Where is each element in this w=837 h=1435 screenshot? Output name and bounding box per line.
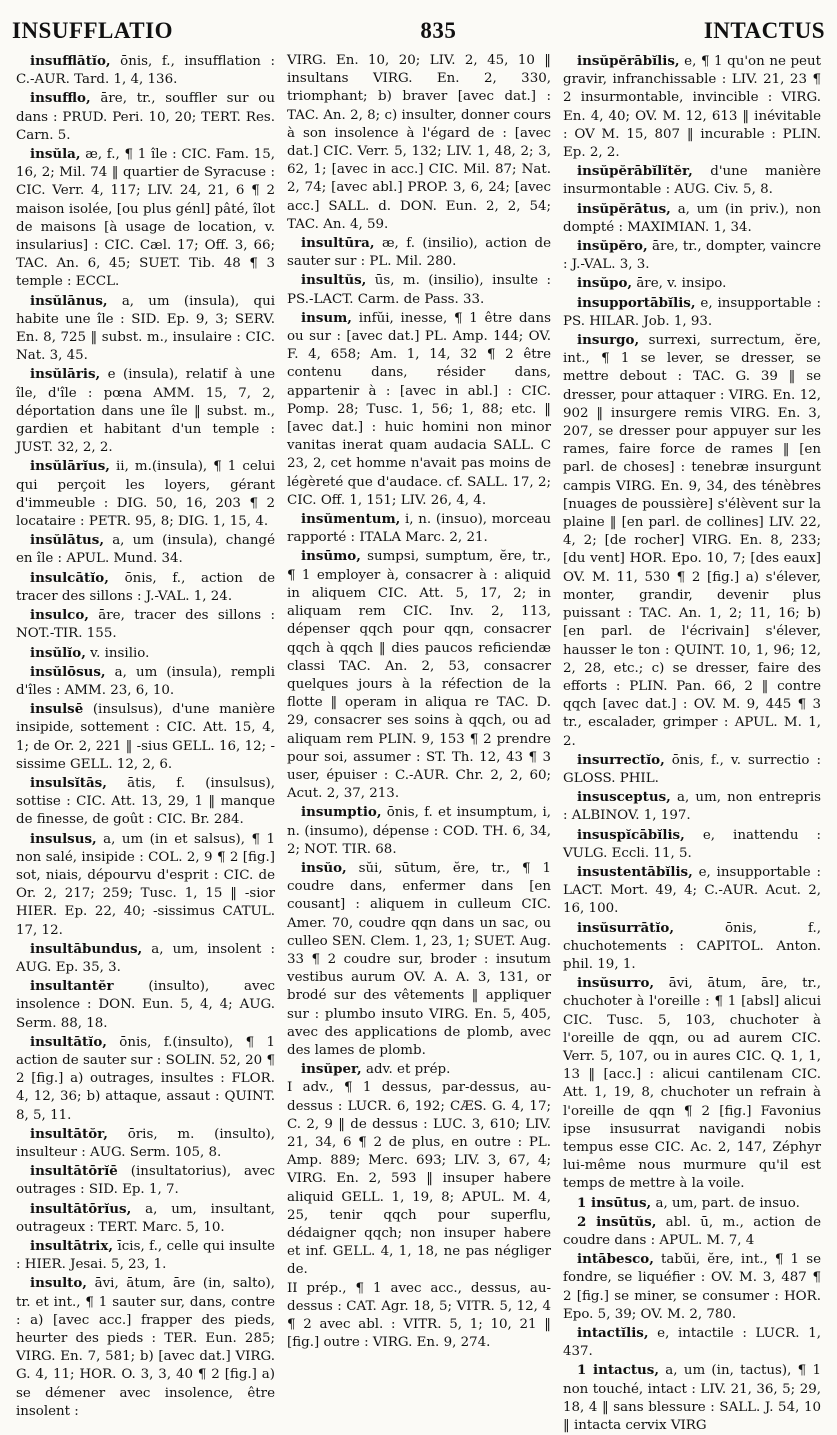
dictionary-entry xyxy=(16,52,275,89)
dictionary-entry xyxy=(563,331,821,751)
left-running-head: INSUFFLATIO xyxy=(12,18,173,43)
headword: insŭla, xyxy=(30,146,81,163)
headword: 1 insūtus, xyxy=(577,1194,652,1211)
dictionary-entry xyxy=(287,859,551,1060)
headword: insŭlārĭus, xyxy=(30,458,110,475)
definition-text: a, um (insula), rempli d'îles : AMM. 23, 6, 10. xyxy=(16,664,275,698)
definition-text: e, intactile : LUCR. 1, 437. xyxy=(563,1326,821,1360)
definition-text: tabŭi, ĕre, int., ¶ 1 se fondre, se liquéfier : OV. M. 3, 487 ¶ 2 [fig.] se miner, se consumer : HOR. Epo. 5, 39; OV. M. 2, 780. xyxy=(563,1252,821,1322)
headword: insulto, xyxy=(30,1275,87,1292)
headword: intactĭlis, xyxy=(577,1325,649,1342)
dictionary-entry xyxy=(16,457,275,531)
definition-text: ōnis, f. et insumptum, i, n. (insumo), dépense : COD. TH. 6, 34, 2; NOT. TIR. 68. xyxy=(287,805,551,857)
definition-text: v. insilio. xyxy=(90,645,150,661)
definition-text: āre, tracer des sillons : NOT.-TIR. 155. xyxy=(16,608,275,642)
dictionary-entry xyxy=(16,569,275,606)
headword: insŭlōsus, xyxy=(30,663,106,680)
headword: insulsus, xyxy=(30,830,97,847)
headword: insultātrix, xyxy=(30,1238,114,1254)
definition-text: a, um, part. de insuo. xyxy=(655,1195,800,1211)
definition-text: I adv., ¶ 1 dessus, par-dessus, au-dessus : LUCR. 6, 192; CÆS. G. 4, 17; C. 2, 9 ‖ de dessus : LUC. 3, 610; LIV. 21, 34, 6 ¶ 2 de plus, en outre : PL. Amp. 889; Merc. 693; LIV. 3, 67, 4; VIRG. En. 2, 593 ‖ insuper habere aliquid GELL. 1, 19, 8; APUL. M. 4, 25, tenir qqch pour superflu, dédaigner qqch; non insuper habere et inf. GELL. 4, 1, 18, ne pas négliger de. xyxy=(287,1080,551,1278)
dictionary-entry xyxy=(287,803,551,859)
definition-text: (insulto), avec insolence : DON. Eun. 5, 4, 4; AUG. Serm. 88, 18. xyxy=(16,979,275,1031)
definition-text: i, n. (insuo), morceau rapporté : ITALA Marc. 2, 21. xyxy=(287,512,551,546)
dictionary-entry xyxy=(287,547,551,803)
headword: insufflo, xyxy=(30,90,91,107)
definition-text: āre, tr., dompter, vaincre : J.-VAL. 3, 3. xyxy=(563,239,821,273)
dictionary-entry xyxy=(563,788,821,825)
definition-text: a, um (in et salsus), ¶ 1 non salé, insipide : COL. 2, 9 ¶ 2 [fig.] sot, niais, dépourvu d'esprit : CIC. de Or. 2, 217; 259; Tusc. 1, 15 ‖ -sior HIER. Ep. 22, 40; -sissimus CATUL. 17, 12. xyxy=(16,831,275,938)
headword: insŭpo, xyxy=(577,275,633,292)
dictionary-entry xyxy=(16,89,275,145)
definition-text: e (insula), relatif à une île, d'île : pœna AMM. 15, 7, 2, déportation dans une île ‖ subst. m., gardien et habitant d'un temple : JUST. 32, 2, 2. xyxy=(16,367,275,456)
dictionary-entry xyxy=(563,919,821,975)
definition-text: a, um, non entrepris : ALBINOV. 1, 197. xyxy=(563,790,821,824)
page-header xyxy=(12,14,825,48)
headword: intābesco, xyxy=(577,1251,654,1268)
definition-text: (insultatorius), avec outrages : SID. Ep. 1, 7. xyxy=(16,1164,275,1198)
headword: insŭpĕrābĭlĭtĕr, xyxy=(577,163,693,180)
dictionary-entry xyxy=(563,52,821,162)
definition-text: ōnis, f., action de tracer des sillons : J.-VAL. 1, 24. xyxy=(16,570,275,604)
headword: insulcātĭo, xyxy=(30,569,109,586)
dictionary-entry xyxy=(287,234,551,271)
headword: insultūra, xyxy=(301,235,375,252)
dictionary-entry xyxy=(16,1200,275,1237)
definition-text: æ, f., ¶ 1 île : CIC. Fam. 15, 16, 2; Mil. 74 ‖ quartier de Syracuse : CIC. Verr. 4, 117; LIV. 24, 21, 6 ¶ 2 maison isolée, [ou plus génl] pâté, îlot de maisons [à usage de location, v. insularius] : CIC. Cæl. 17; Off. 3, 66; TAC. An. 6, 45; SUET. Tib. 48 ¶ 3 temple : ECCL. xyxy=(16,147,275,290)
definition-text: sŭi, sūtum, ĕre, tr., ¶ 1 coudre dans, enfermer dans [en cousant] : aliquem in culleum CIC. Amer. 70, coudre qqn dans un sac, ou culleo SEN. Clem. 1, 23, 1; SUET. Aug. 33 ¶ 2 coudre sur, broder : insutum vestibus aurum OV. A. A. 3, 131, or brodé sur des vêtements ‖ appliquer sur : plumbo insuto VIRG. En. 5, 405, avec des applications de plomb, avec des lames de plomb. xyxy=(287,860,551,1058)
column-left xyxy=(10,52,281,1435)
definition-text: āvi, ātum, āre (in, salto), tr. et int., ¶ 1 sauter sur, dans, contre : a) [avec acc.] frapper des pieds, heurter des pieds : TER. Eun. 285; VIRG. En. 7, 581; b) [avec dat.] VIRG. G. 4, 11; HOR. O. 3, 3, 40 ¶ 2 [fig.] a) se démener avec insolence, être insolent : xyxy=(16,1276,275,1419)
definition-text: æ, f. (insilio), action de sauter sur : PL. Mil. 280. xyxy=(287,236,552,270)
headword: insultātŏr, xyxy=(30,1125,108,1142)
definition-text: a, um, insultant, outrageux : TERT. Marc. 5, 10. xyxy=(16,1201,275,1235)
definition-text: e, ¶ 1 qu'on ne peut gravir, infranchissable : LIV. 21, 23 ¶ 2 insurmontable, invincible : VIRG. En. 4, 40; OV. M. 12, 613 ‖ inévitable : OV M. 15, 807 ‖ incurable : PLIN. Ep. 2, 2. xyxy=(563,54,821,161)
headword: insupportābĭlis, xyxy=(577,294,696,311)
dictionary-entry xyxy=(16,774,275,830)
dictionary-entry xyxy=(563,863,821,919)
dictionary-entry xyxy=(16,365,275,457)
definition-text: āre, tr., souffler sur ou dans : PRUD. Peri. 10, 20; TERT. Res. Carn. 5. xyxy=(16,91,275,143)
headword: insultātōrĭus, xyxy=(30,1200,132,1217)
dictionary-entry xyxy=(563,200,821,237)
dictionary-entry xyxy=(16,145,275,292)
headword: insultŭs, xyxy=(301,272,367,289)
dictionary-entry xyxy=(16,977,275,1033)
dictionary-entry xyxy=(16,531,275,568)
dictionary-entry xyxy=(287,510,551,547)
definition-text: II prép., ¶ 1 avec acc., dessus, au-dessus : CAT. Agr. 18, 5; VITR. 5, 12, 4 ¶ 2 avec abl. : VITR. 5, 1; 10, 21 ‖ [fig.] outre : VIRG. En. 9, 274. xyxy=(287,1280,551,1351)
dictionary-entry xyxy=(563,274,821,293)
definition-text: ōnis, f., insufflation : C.-AUR. Tard. 1, 4, 136. xyxy=(16,54,275,88)
headword: insŭlāris, xyxy=(30,366,101,383)
column-right xyxy=(557,52,827,1435)
headword: insultātĭo, xyxy=(30,1033,107,1050)
definition-text: e, insupportable : LACT. Mort. 49, 4; C.-AUR. Acut. 2, 16, 100. xyxy=(563,864,821,917)
dictionary-entry xyxy=(16,292,275,366)
headword: insŭper, xyxy=(301,1061,362,1078)
definition-text: a, um (insula), changé en île : APUL. Mund. 34. xyxy=(16,533,275,567)
definition-text: ii, m.(insula), ¶ 1 celui qui perçoit les loyers, gérant d'immeuble : DIG. 50, 16, 203 ¶ 2 locataire : PETR. 95, 8; DIG. 1, 15, 4. xyxy=(16,459,275,530)
dictionary-entry xyxy=(16,700,275,774)
headword: insŭlĭo, xyxy=(30,644,86,661)
dictionary-entry xyxy=(16,830,275,940)
dictionary-entry xyxy=(16,1237,275,1274)
headword: insūmo, xyxy=(301,548,361,565)
dictionary-entry xyxy=(287,271,551,308)
definition-text: ātis, f. (insulsus), sottise : CIC. Att. 13, 29, 1 ‖ manque de finesse, de goût : CIC. Br. 284. xyxy=(16,775,275,828)
definition-text: īcis, f., celle qui insulte : HIER. Jesai. 5, 23, 1. xyxy=(16,1239,275,1273)
page-number: 835 xyxy=(420,18,457,43)
dictionary-entry xyxy=(287,1060,551,1079)
dictionary-entry xyxy=(16,1033,275,1125)
headword: insulsĭtās, xyxy=(30,774,107,791)
dictionary-entry xyxy=(563,294,821,331)
definition-text: a, um (in priv.), non dompté : MAXIMIAN. 1, 34. xyxy=(563,201,821,235)
definition-text: VIRG. En. 10, 20; LIV. 2, 45, 10 ‖ insultans VIRG. En. 2, 330, triomphant; b) braver [avec dat.] : TAC. An. 2, 8; c) insulter, donner cours à son insolence à l'égard de : [avec dat.] CIC. Verr. 5, 132; LIV. 1, 48, 2; 3, 62, 1; [avec in acc.] CIC. Mil. 87; Nat. 2, 74; [avec abl.] PROP. 3, 6, 24; [avec acc.] SALL. d. DON. Eun. 2, 2, 54; TAC. An. 4, 59. xyxy=(287,53,551,232)
definition-text: (insulsus), d'une manière insipide, sottement : CIC. Att. 15, 4, 1; de Or. 2, 221 ‖ -sius GELL. 16, 12; -sissime GELL. 12, 2, 6. xyxy=(16,702,275,772)
headword: insulsē xyxy=(30,701,84,718)
dictionary-entry xyxy=(287,52,551,234)
headword: insuspĭcābĭlis, xyxy=(577,826,685,843)
dictionary-entry xyxy=(563,751,821,788)
dictionary-entry xyxy=(16,644,275,663)
dictionary-entry xyxy=(16,1162,275,1199)
dictionary-entry xyxy=(563,1361,821,1435)
headword: insŭpĕro, xyxy=(577,238,648,255)
headword: 1 intactus, xyxy=(577,1362,659,1379)
headword: insurrectĭo, xyxy=(577,751,665,768)
definition-text: a, um, insolent : AUG. Ep. 35, 3. xyxy=(16,941,275,975)
definition-text: e, insupportable : PS. HILAR. Job. 1, 93. xyxy=(563,295,821,329)
dictionary-entry xyxy=(16,606,275,643)
dictionary-entry xyxy=(563,1194,821,1213)
definition-text: ōnis, f., chuchotements : CAPITOL. Anton. phil. 19, 1. xyxy=(563,920,821,972)
text-columns xyxy=(10,52,827,1434)
definition-text: ōnis, f., v. surrectio : GLOSS. PHIL. xyxy=(563,752,821,786)
definition-text: ōnis, f.(insulto), ¶ 1 action de sauter sur : SOLIN. 52, 20 ¶ 2 [fig.] a) outrages, insultes : FLOR. 4, 12, 36; b) attaque, assaut : QUINT. 8, 5, 11. xyxy=(16,1034,275,1123)
dictionary-entry xyxy=(563,1324,821,1361)
dictionary-entry xyxy=(563,162,821,199)
definition-text: d'une manière insurmontable : AUG. Civ. 5, 8. xyxy=(563,164,821,198)
definition-text: āre, v. insipo. xyxy=(636,276,727,292)
headword: insustentābĭlis, xyxy=(577,863,693,880)
headword: insumptio, xyxy=(301,804,382,821)
right-running-head: INTACTUS xyxy=(703,18,825,43)
definition-text: surrexi, surrectum, ĕre, int., ¶ 1 se lever, se dresser, se mettre debout : TAC. G. 39 ‖ se dresser, pour attaquer : VIRG. En. 12, 902 ‖ insurgere remis VIRG. En. 3, 207, se dresser pour appuyer sur les rames, faire force de rames ‖ [en parl. de choses] : tenebræ insurgunt campis VIRG. En. 9, 34, des ténèbres [nuages de poussière] s'élèvent sur la plaine ‖ [en parl. de collines] LIV. 22, 4, 2; [de rocher] VIRG. En. 8, 233; [du vent] HOR. Epo. 10, 7; [des eaux] OV. M. 11, 530 ¶ 2 [fig.] a) s'élever, monter, grandir, devenir plus puissant : TAC. An. 1, 2; 11, 16; b) [en parl. de l'écrivain] s'élever, hausser le ton : QUINT. 10, 1, 96; 12, 2, 28, etc.; c) se dresser, faire des efforts : PLIN. Pan. 66, 2 ‖ contre qqch [avec dat.] : OV. M. 9, 445 ¶ 3 tr., escalader, grimper : APUL. M. 1, 2. xyxy=(563,333,821,749)
definition-text: sumpsi, sumptum, ĕre, tr., ¶ 1 employer à, consacrer à : aliquid in aliquem CIC. Att. 5, 17, 2; in aliquam rem CIC. Inv. 2, 113, dépenser qqch pour qqn, consacrer qqch à qqch ‖ dies paucos reficiendæ classi TAC. An. 2, 53, consacrer quelques jours à la réfection de la flotte ‖ operam in aliqua re TAC. D. 29, consacrer ses soins à qqch, ou ad aliquam rem PLIN. 9, 153 ¶ 2 prendre pour soi, assumer : ST. Th. 12, 43 ¶ 3 user, épuiser : C.-AUR. Chr. 2, 2, 60; Acut. 2, 37, 213. xyxy=(287,549,551,802)
dictionary-entry xyxy=(16,663,275,700)
headword: insultābundus, xyxy=(30,940,143,957)
definition-text: infŭi, inesse, ¶ 1 être dans ou sur : [avec dat.] PL. Amp. 144; OV. F. 4, 658; Am. 1, 14, 32 ¶ 2 être contenu dans, résider dans, appartenir à : [avec in abl.] : CIC. Pomp. 28; Tusc. 1, 56; 1, 88; etc. ‖ [avec dat.] : huic homini non minor vanitas inerat quam audacia SALL. C 23, 2, cet homme n'avait pas moins de légèreté que d'audace. cf. SALL. 17, 2; CIC. Off. 1, 151; LIV. 26, 4, 4. xyxy=(287,310,551,508)
dictionary-entry xyxy=(16,940,275,977)
headword: insum, xyxy=(301,309,352,326)
definition-text: abl. ū, m., action de coudre dans : APUL. M. 7, 4 xyxy=(563,1214,821,1248)
dictionary-entry xyxy=(563,826,821,863)
dictionary-entry xyxy=(563,1213,821,1250)
definition-text: ūs, m. (insilio), insulte : PS.-LACT. Carm. de Pass. 33. xyxy=(287,273,551,307)
definition-text: a, um (insula), qui habite une île : SID. Ep. 9, 3; SERV. En. 8, 725 ‖ subst. m., insulaire : CIC. Nat. 3, 45. xyxy=(16,293,275,364)
headword: insulco, xyxy=(30,607,89,624)
dictionary-entry xyxy=(287,1280,551,1353)
headword: insŭpĕrātus, xyxy=(577,200,671,217)
headword: insŭmentum, xyxy=(301,511,401,528)
headword: insŭsurrātĭo, xyxy=(577,919,675,936)
headword: insultātōrĭē xyxy=(30,1163,118,1180)
definition-text: āvi, ātum, āre, tr., chuchoter à l'oreille : ¶ 1 [absl] alicui CIC. Tusc. 5, 103, chuchoter à l'oreille de qqn, ou ad aurem CIC. Verr. 5, 107, ou in aures CIC. Q. 1, 1, 13 ‖ [acc.] : alicui cantilenam CIC. Att. 1, 19, 8, chuchoter un refrain à l'oreille de qqn ¶ 2 [fig.] Favonius ipse insusurrat navigandi nobis tempus esse CIC. Ac. 2, 147, Zéphyr lui-même nous murmure qu'il est temps de mettre à la voile. xyxy=(563,976,821,1192)
dictionary-entry xyxy=(287,1079,551,1279)
dictionary-entry xyxy=(16,1274,275,1421)
dictionary-entry xyxy=(287,309,551,510)
dictionary-entry xyxy=(563,237,821,274)
headword: insŭpĕrābĭlis, xyxy=(577,53,680,69)
dictionary-entry xyxy=(16,1125,275,1162)
headword: insŭo, xyxy=(301,859,347,876)
dictionary-entry xyxy=(563,1250,821,1324)
headword: 2 insūtŭs, xyxy=(577,1213,657,1230)
headword: insufflātĭo, xyxy=(30,53,111,69)
column-middle xyxy=(281,52,557,1435)
headword: insultantĕr xyxy=(30,978,114,995)
headword: insurgo, xyxy=(577,332,640,349)
headword: insŭlānus, xyxy=(30,292,108,309)
headword: insŭsurro, xyxy=(577,975,655,992)
definition-text: adv. et prép. xyxy=(366,1062,451,1078)
headword: insusceptus, xyxy=(577,789,671,806)
headword: insŭlātus, xyxy=(30,532,104,549)
dictionary-entry xyxy=(563,974,821,1193)
definition-text: ōris, m. (insulto), insulteur : AUG. Serm. 105, 8. xyxy=(16,1126,275,1160)
definition-text: a, um (in, tactus), ¶ 1 non touché, intact : LIV. 21, 36, 5; 29, 18, 4 ‖ sans blessure : SALL. J. 54, 10 ‖ intacta cervix VIRG xyxy=(563,1363,821,1434)
definition-text: e, inattendu : VULG. Eccli. 11, 5. xyxy=(563,827,821,861)
